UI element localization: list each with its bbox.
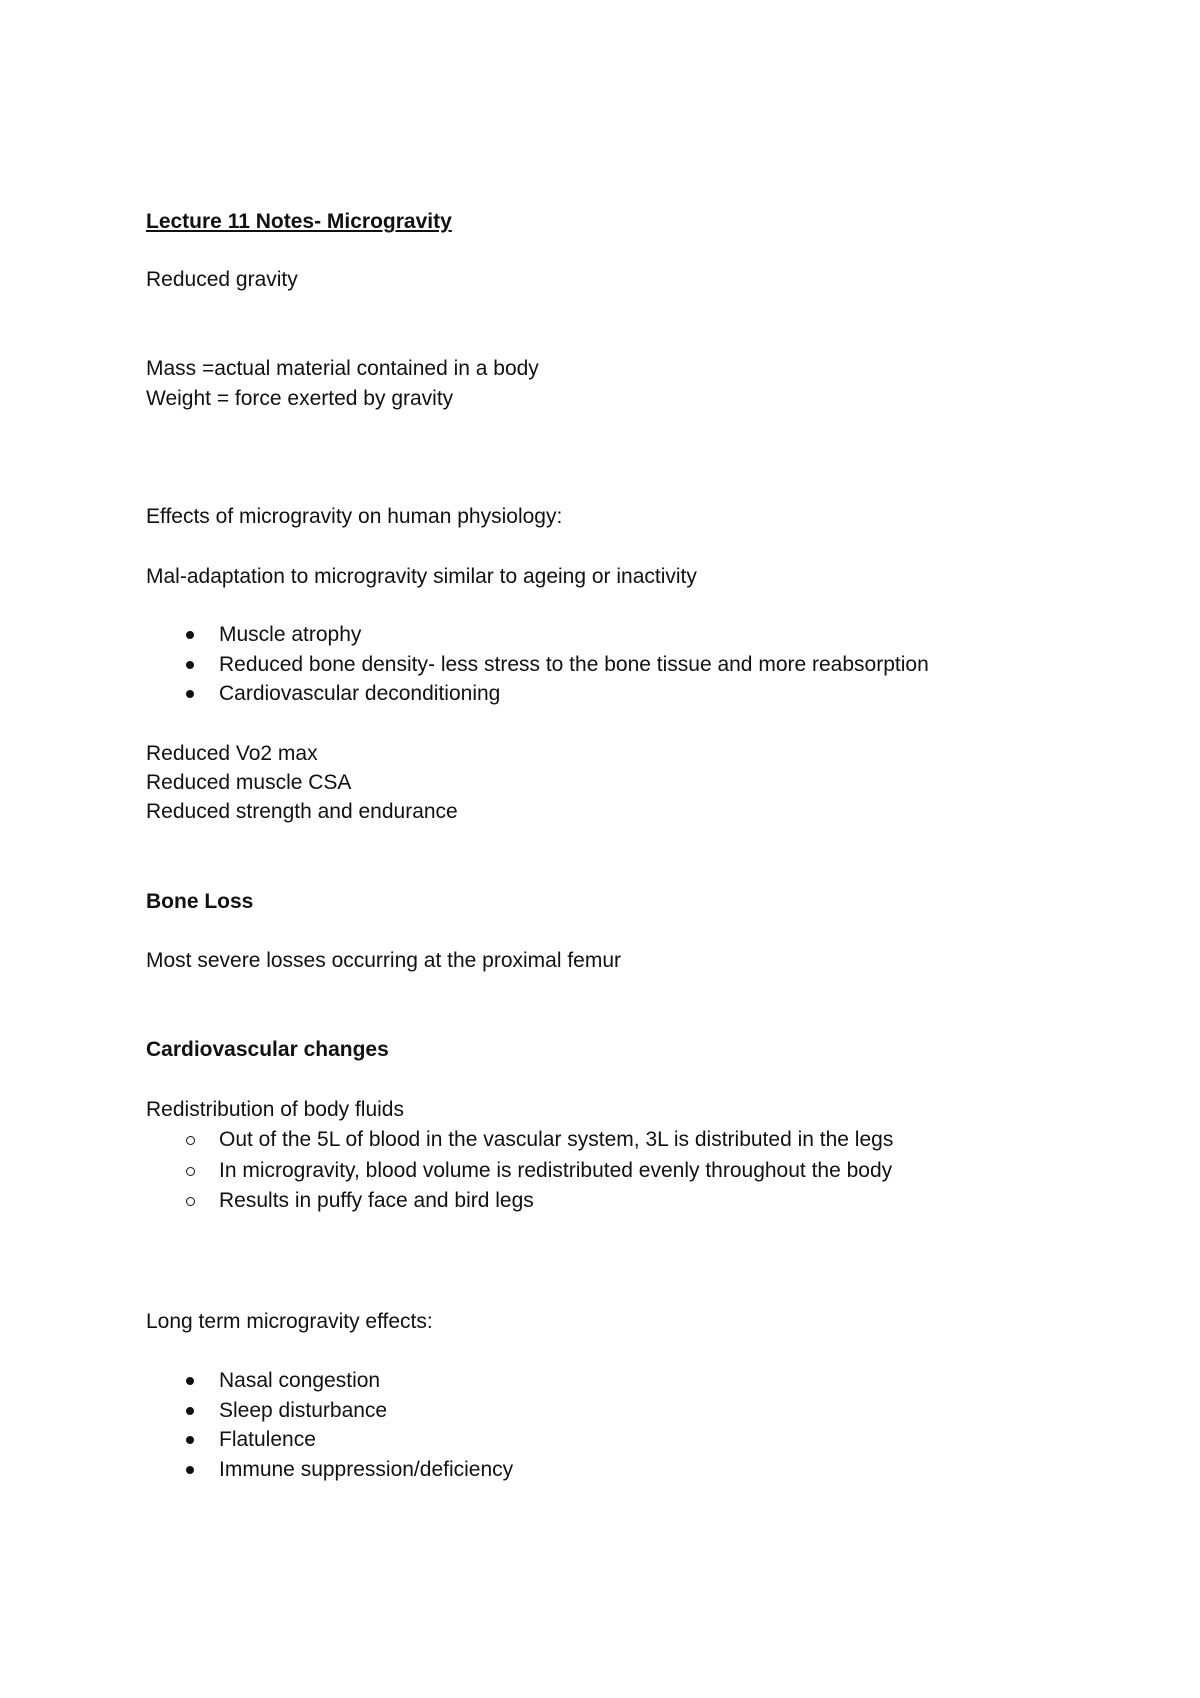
list-item-text: Out of the 5L of blood in the vascular system, 3L is distributed in the legs <box>219 1128 894 1151</box>
cardio-intro: Redistribution of body fluids <box>146 1098 404 1121</box>
reduced-gravity-text: Reduced gravity <box>146 268 298 291</box>
reduced-item: Reduced strength and endurance <box>146 800 458 823</box>
bone-loss-text: Most severe losses occurring at the proximal femur <box>146 949 622 972</box>
bullet-dot-icon <box>180 680 200 708</box>
reduced-item: Reduced Vo2 max <box>146 742 318 765</box>
bullet-dot-icon <box>180 1456 200 1484</box>
list-item-text: Nasal congestion <box>219 1369 381 1392</box>
list-item-text: Sleep disturbance <box>219 1399 388 1422</box>
reduced-item: Reduced muscle CSA <box>146 771 352 794</box>
bullet-dot-icon <box>180 1397 200 1425</box>
bullet-circle-icon <box>180 1187 200 1215</box>
bullet-dot-icon <box>180 651 200 679</box>
list-item-text: In microgravity, blood volume is redistributed evenly throughout the body <box>219 1159 893 1182</box>
maladaptation-text: Mal-adaptation to microgravity similar to ageing or inactivity <box>146 565 697 588</box>
list-item-text: Cardiovascular deconditioning <box>219 682 501 705</box>
list-item-text: Muscle atrophy <box>219 623 362 646</box>
bullet-circle-icon <box>180 1126 200 1154</box>
page-title: Lecture 11 Notes- Microgravity <box>146 210 452 233</box>
bullet-dot-icon <box>180 621 200 649</box>
list-item-text: Results in puffy face and bird legs <box>219 1189 534 1212</box>
weight-definition: Weight = force exerted by gravity <box>146 387 454 410</box>
long-term-heading: Long term microgravity effects: <box>146 1310 433 1333</box>
mass-definition: Mass =actual material contained in a body <box>146 357 539 380</box>
cardio-heading: Cardiovascular changes <box>146 1038 389 1061</box>
list-item-text: Flatulence <box>219 1428 316 1451</box>
list-item-text: Reduced bone density- less stress to the bone tissue and more reabsorption <box>219 653 929 676</box>
bone-loss-heading: Bone Loss <box>146 890 254 913</box>
bullet-circle-icon <box>180 1157 200 1185</box>
bullet-dot-icon <box>180 1367 200 1395</box>
list-item-text: Immune suppression/deficiency <box>219 1458 514 1481</box>
bullet-dot-icon <box>180 1426 200 1454</box>
effects-heading: Effects of microgravity on human physiology: <box>146 505 563 528</box>
